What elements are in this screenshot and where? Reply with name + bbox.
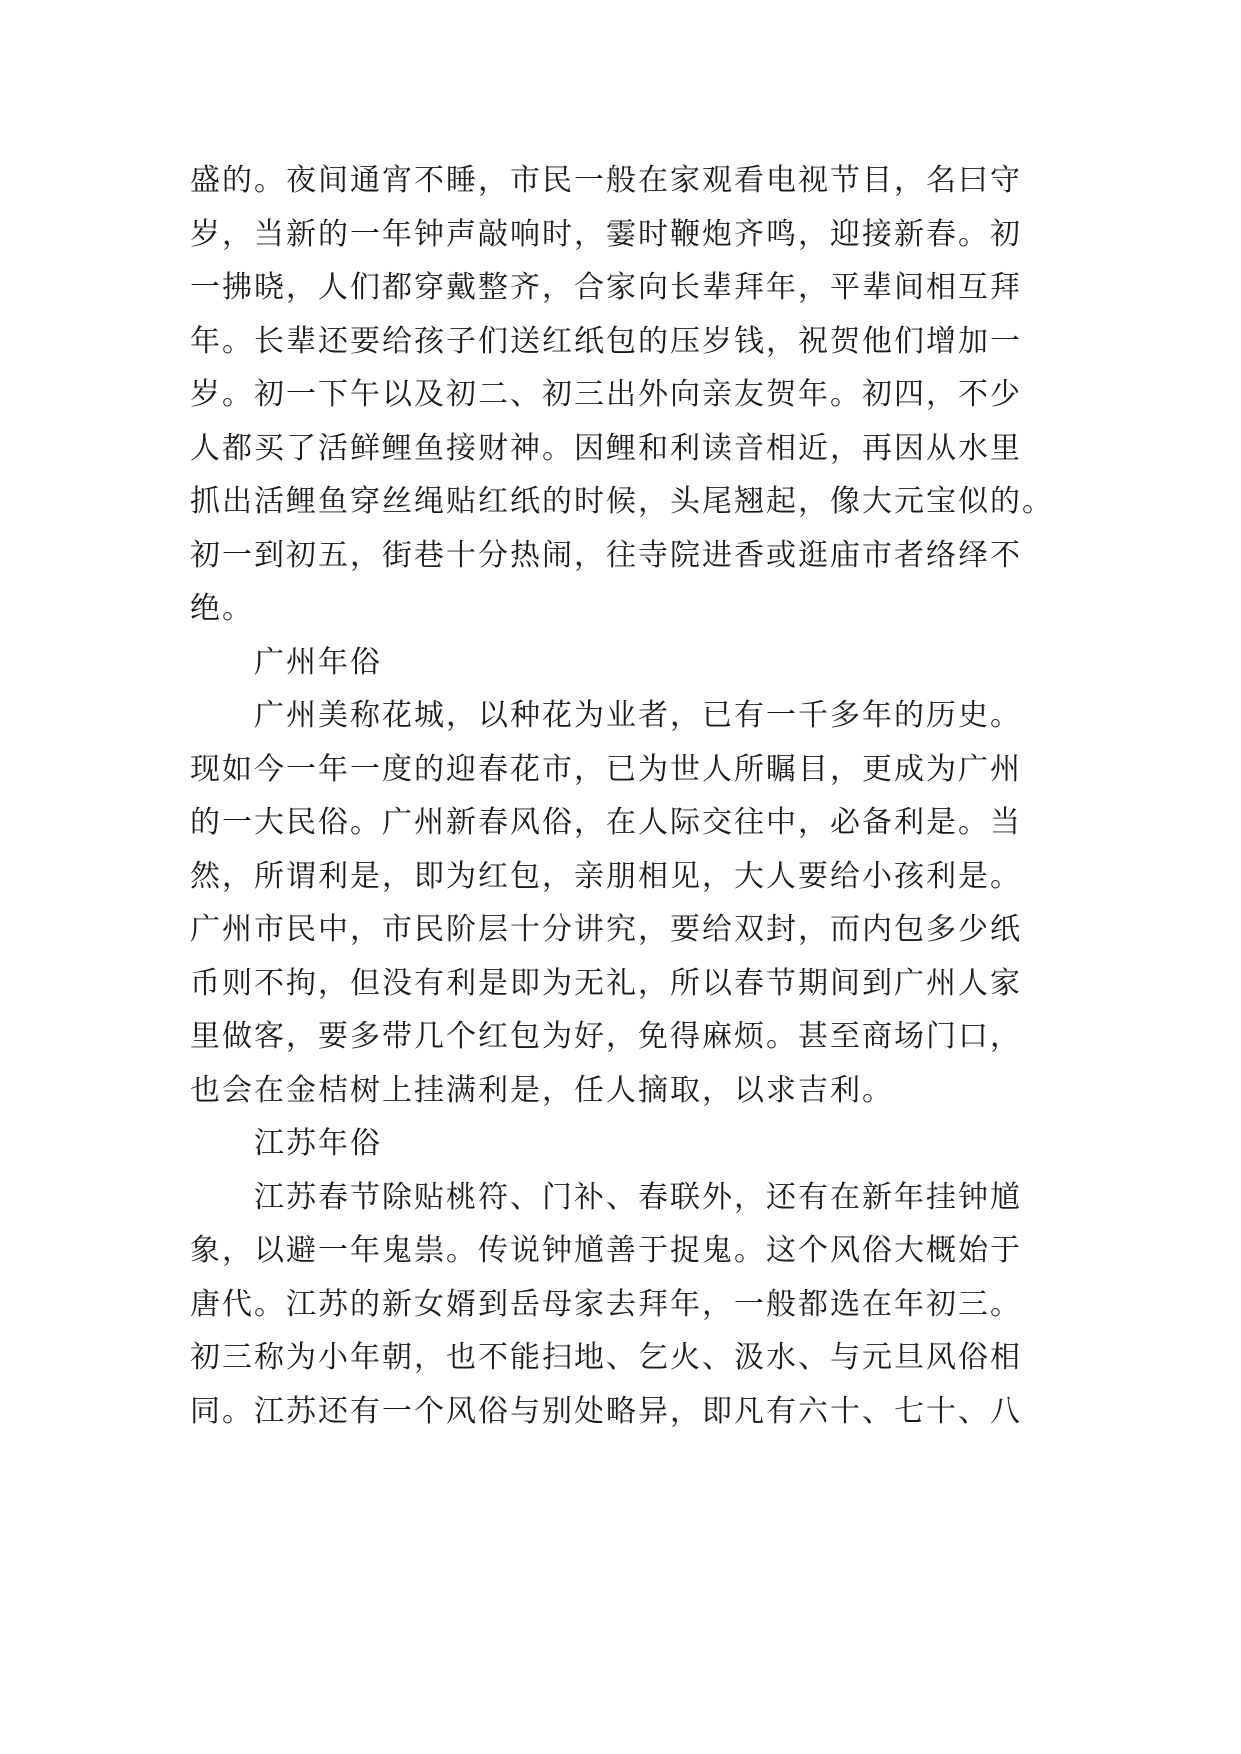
text-line: 岁，当新的一年钟声敲响时，霎时鞭炮齐鸣，迎接新春。初 <box>190 216 1022 252</box>
text-line: 唐代。江苏的新女婿到岳母家去拜年，一般都选在年初三。 <box>190 1286 1022 1322</box>
text-line: 象，以避一年鬼祟。传说钟馗善于捉鬼。这个风俗大概始于 <box>190 1233 1022 1268</box>
text-line: 抓出活鲤鱼穿丝绳贴红纸的时候，头尾翘起，像大元宝似的。 <box>190 484 1054 519</box>
text-line: 广州美称花城，以种花为业者，已有一千多年的历史。 <box>254 698 1022 733</box>
text-line: 人都买了活鲜鲤鱼接财神。因鲤和利读音相近，再因从水里 <box>190 430 1022 466</box>
text-line: 初三称为小年朝，也不能扫地、乞火、汲水、与元旦风俗相 <box>190 1340 1022 1375</box>
text-line: 岁。初一下午以及初二、初三出外向亲友贺年。初四，不少 <box>190 377 1022 412</box>
text-line: 币则不拘，但没有利是即为无礼，所以春节期间到广州人家 <box>190 965 1022 1001</box>
text-line: 然，所谓利是，即为红包，亲朋相见，大人要给小孩利是。 <box>190 858 1022 894</box>
text-line: 年。长辈还要给孩子们送红纸包的压岁钱，祝贺他们增加一 <box>190 323 1022 359</box>
text-line: 也会在金桔树上挂满利是，任人摘取，以求吉利。 <box>190 1072 894 1108</box>
section-heading-guangzhou: 广州年俗 <box>254 644 382 680</box>
text-line: 同。江苏还有一个风俗与别处略异，即凡有六十、七十、八 <box>190 1393 1022 1429</box>
text-line: 广州市民中，市民阶层十分讲究，要给双封，而内包多少纸 <box>190 912 1022 947</box>
document-body <box>190 154 1070 1438</box>
text-line: 江苏春节除贴桃符、门补、春联外，还有在新年挂钟馗 <box>254 1179 1022 1215</box>
text-line: 的一大民俗。广州新春风俗，在人际交往中，必备利是。当 <box>190 805 1022 840</box>
text-line: 现如今一年一度的迎春花市，已为世人所瞩目，更成为广州 <box>190 751 1022 787</box>
text-line: 绝。 <box>190 591 254 626</box>
text-line: 初一到初五，街巷十分热闹，往寺院进香或逛庙市者络绎不 <box>190 537 1022 573</box>
text-line: 里做客，要多带几个红包为好，免得麻烦。甚至商场门口， <box>190 1019 1022 1054</box>
text-line: 盛的。夜间通宵不睡，市民一般在家观看电视节目，名曰守 <box>190 163 1022 198</box>
text-line: 一拂晓，人们都穿戴整齐，合家向长辈拜年，平辈间相互拜 <box>190 270 1022 305</box>
section-heading-jiangsu: 江苏年俗 <box>254 1126 382 1161</box>
